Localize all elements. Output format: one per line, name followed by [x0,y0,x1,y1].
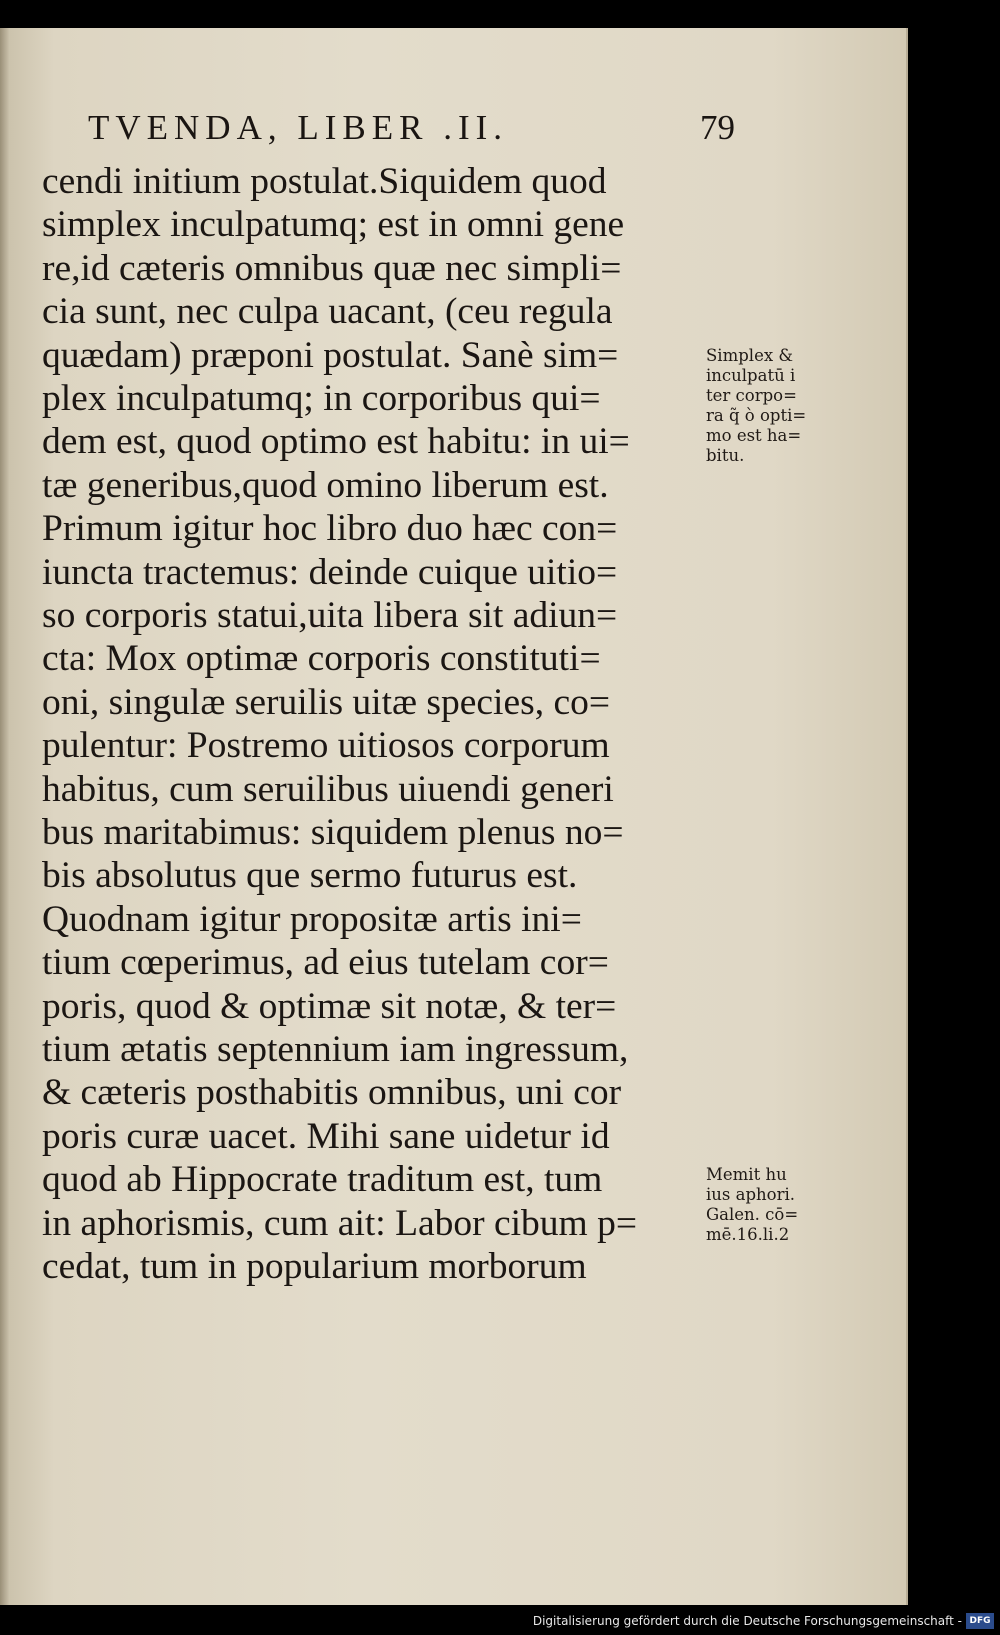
margin-note-line: mo est ha= [706,426,802,445]
running-head-title: TVENDA, LIBER .II. [88,108,509,147]
text-line: iuncta tractemus: deinde cuique uitio= [42,551,618,593]
text-line: cedat, tum in popularium morborum [42,1246,587,1287]
text-line: Primum igitur hoc libro duo hæc con= [42,508,618,550]
text-line: dem est, quod optimo est habitu: in ui= [42,421,630,463]
margin-note-simplex [706,346,836,466]
dfg-logo-icon: DFG [966,1613,994,1629]
text-line: Quodnam igitur propositæ artis ini= [42,898,582,940]
text-line: poris, quod & optimæ sit notæ, & ter= [42,985,617,1027]
text-line: tium ætatis septennium iam ingressum, [42,1029,629,1070]
text-line: in aphorismis, cum ait: Labor cibum p= [42,1202,638,1244]
text-line: bus maritabimus: siquidem plenus no= [42,812,624,853]
text-line: plex inculpatumq; in corporibus qui= [42,378,601,419]
page-number: 79 [700,108,735,147]
text-line: so corporis statui,uita libera sit adiun= [42,595,618,636]
text-line: & cæteris posthabitis omnibus, uni cor [42,1072,622,1114]
margin-note-line: Simplex & [706,346,794,365]
text-line: re,id cæteris omnibus quæ nec simpli= [42,247,622,289]
margin-note-aphorism [706,1165,836,1245]
text-line: simplex inculpatumq; est in omni gene [42,204,625,246]
text-line: oni, singulæ seruilis uitæ species, co= [42,681,610,723]
footer-bar [0,1610,1000,1635]
text-line: bis absolutus que sermo futurus est. [42,855,578,897]
margin-note-line: ra q̃ ò opti= [706,406,807,425]
margin-note-line: bitu. [706,446,745,465]
page-gutter [0,28,10,1605]
text-line: pulentur: Postremo uitiosos corporum [42,725,610,767]
text-line: habitus, cum seruilibus uiuendi generi [42,768,614,810]
margin-note-line: Galen. cō= [706,1205,799,1224]
running-head [88,108,748,148]
margin-note-line: ter corpo= [706,386,797,405]
margin-note-line: ius aphori. [706,1185,795,1204]
margin-note-line: inculpatū i [706,366,796,385]
text-line: tæ generibus,quod omino liberum est. [42,464,609,506]
text-line: cendi initium postulat.Siquidem quod [42,161,607,202]
margin-note-line: Memit hu [706,1165,787,1184]
text-line: poris curæ uacet. Mihi sane uidetur id [42,1115,610,1157]
text-line: quædam) præponi postulat. Sanè sim= [42,334,619,376]
text-line: cia sunt, nec culpa uacant, (ceu regula [42,291,613,333]
footer-credit: Digitalisierung gefördert durch die Deutsche Forschungsgemeinschaft - [532,1614,962,1628]
text-line: cta: Mox optimæ corporis constituti= [42,638,601,680]
text-line: tium cœperimus, ad eius tutelam cor= [42,942,609,984]
margin-note-line: mē.16.li.2 [706,1225,790,1244]
text-line: quod ab Hippocrate traditum est, tum [42,1159,603,1201]
